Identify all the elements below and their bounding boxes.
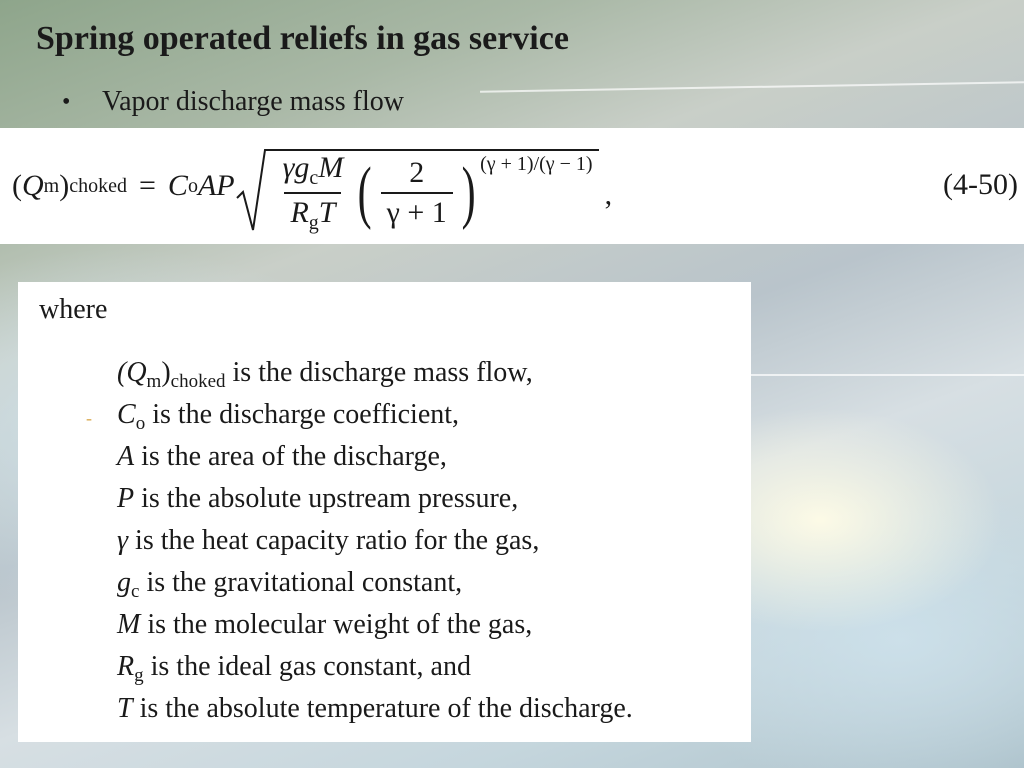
where-label: where xyxy=(39,294,108,325)
definition-subscript: g xyxy=(134,665,144,686)
definition-symbol: T xyxy=(117,693,133,724)
definition-symbol: γ xyxy=(117,525,129,556)
definition-item xyxy=(117,562,633,604)
definition-symbol: R xyxy=(117,651,135,682)
formula-token: γ + 1 xyxy=(381,192,453,230)
bullet-text: Vapor discharge mass flow xyxy=(102,86,404,117)
definition-symbol: C xyxy=(117,399,136,430)
formula-token: C xyxy=(167,169,188,202)
definition-item xyxy=(117,646,633,688)
definition-subscript: o xyxy=(135,413,146,434)
definition-subscript: m xyxy=(146,371,162,392)
formula-token: ) xyxy=(59,169,70,202)
definition-text: is the discharge mass flow, xyxy=(225,357,533,388)
formula-subscript: g xyxy=(308,211,319,234)
bullet-icon: • xyxy=(62,88,71,115)
definition-symbol: A xyxy=(117,441,135,472)
definition-subscript: choked xyxy=(170,371,226,392)
definition-text: is the molecular weight of the gas, xyxy=(140,609,533,640)
formula-subscript: o xyxy=(187,174,198,197)
definition-item xyxy=(117,478,633,520)
formula-token: R xyxy=(290,195,309,229)
fraction xyxy=(277,151,350,235)
radical-sign-icon xyxy=(235,138,267,234)
definition-item xyxy=(117,394,633,436)
formula-token: Q xyxy=(22,169,44,202)
fraction xyxy=(381,156,453,230)
formula-token: M xyxy=(318,150,344,184)
definition-symbol: ) xyxy=(161,357,171,388)
definitions-image xyxy=(18,282,751,742)
background-line xyxy=(480,81,1024,92)
formula-subscript: choked xyxy=(69,174,127,197)
formula-paren: ( xyxy=(357,153,372,231)
definition-text: is the ideal gas constant, and xyxy=(143,651,471,682)
definition-text: is the discharge coefficient, xyxy=(145,399,460,430)
background-line xyxy=(740,374,1024,376)
radicand xyxy=(267,149,599,235)
formula-token: γg xyxy=(282,150,310,184)
definition-text: is the area of the discharge, xyxy=(134,441,447,472)
definition-item xyxy=(117,352,633,394)
square-root xyxy=(235,138,599,235)
definition-text: is the gravitational constant, xyxy=(139,567,463,598)
formula-exponent: (γ + 1)/(γ − 1) xyxy=(480,152,593,175)
dash-marker: - xyxy=(86,408,92,428)
definition-text: is the absolute temperature of the discharge. xyxy=(132,693,633,724)
choked-flow-equation xyxy=(12,128,612,244)
definition-item xyxy=(117,436,633,478)
formula-equals: = xyxy=(139,169,156,202)
bullet-item xyxy=(62,86,404,118)
definition-symbol: g xyxy=(117,567,131,598)
formula-comma: , xyxy=(604,178,613,211)
formula-token: 2 xyxy=(409,155,425,189)
equation-number: (4-50) xyxy=(943,168,1018,201)
formula-token: AP xyxy=(197,169,235,202)
formula-paren: ) xyxy=(461,153,476,231)
formula-token: ( xyxy=(12,169,22,202)
definition-symbol: P xyxy=(117,483,135,514)
definitions-list xyxy=(117,352,633,730)
definition-symbol: (Q xyxy=(117,357,147,388)
formula-subscript: m xyxy=(43,174,60,197)
definition-item xyxy=(117,520,633,562)
formula-token: T xyxy=(318,195,336,229)
definition-text: is the absolute upstream pressure, xyxy=(134,483,519,514)
formula-image xyxy=(0,128,1024,244)
slide-title: Spring operated reliefs in gas service xyxy=(36,20,569,57)
definition-subscript: c xyxy=(131,581,140,602)
definition-symbol: M xyxy=(117,609,141,640)
formula-subscript: c xyxy=(309,166,319,189)
definition-item xyxy=(117,688,633,730)
definition-text: is the heat capacity ratio for the gas, xyxy=(128,525,540,556)
definition-item xyxy=(117,604,633,646)
